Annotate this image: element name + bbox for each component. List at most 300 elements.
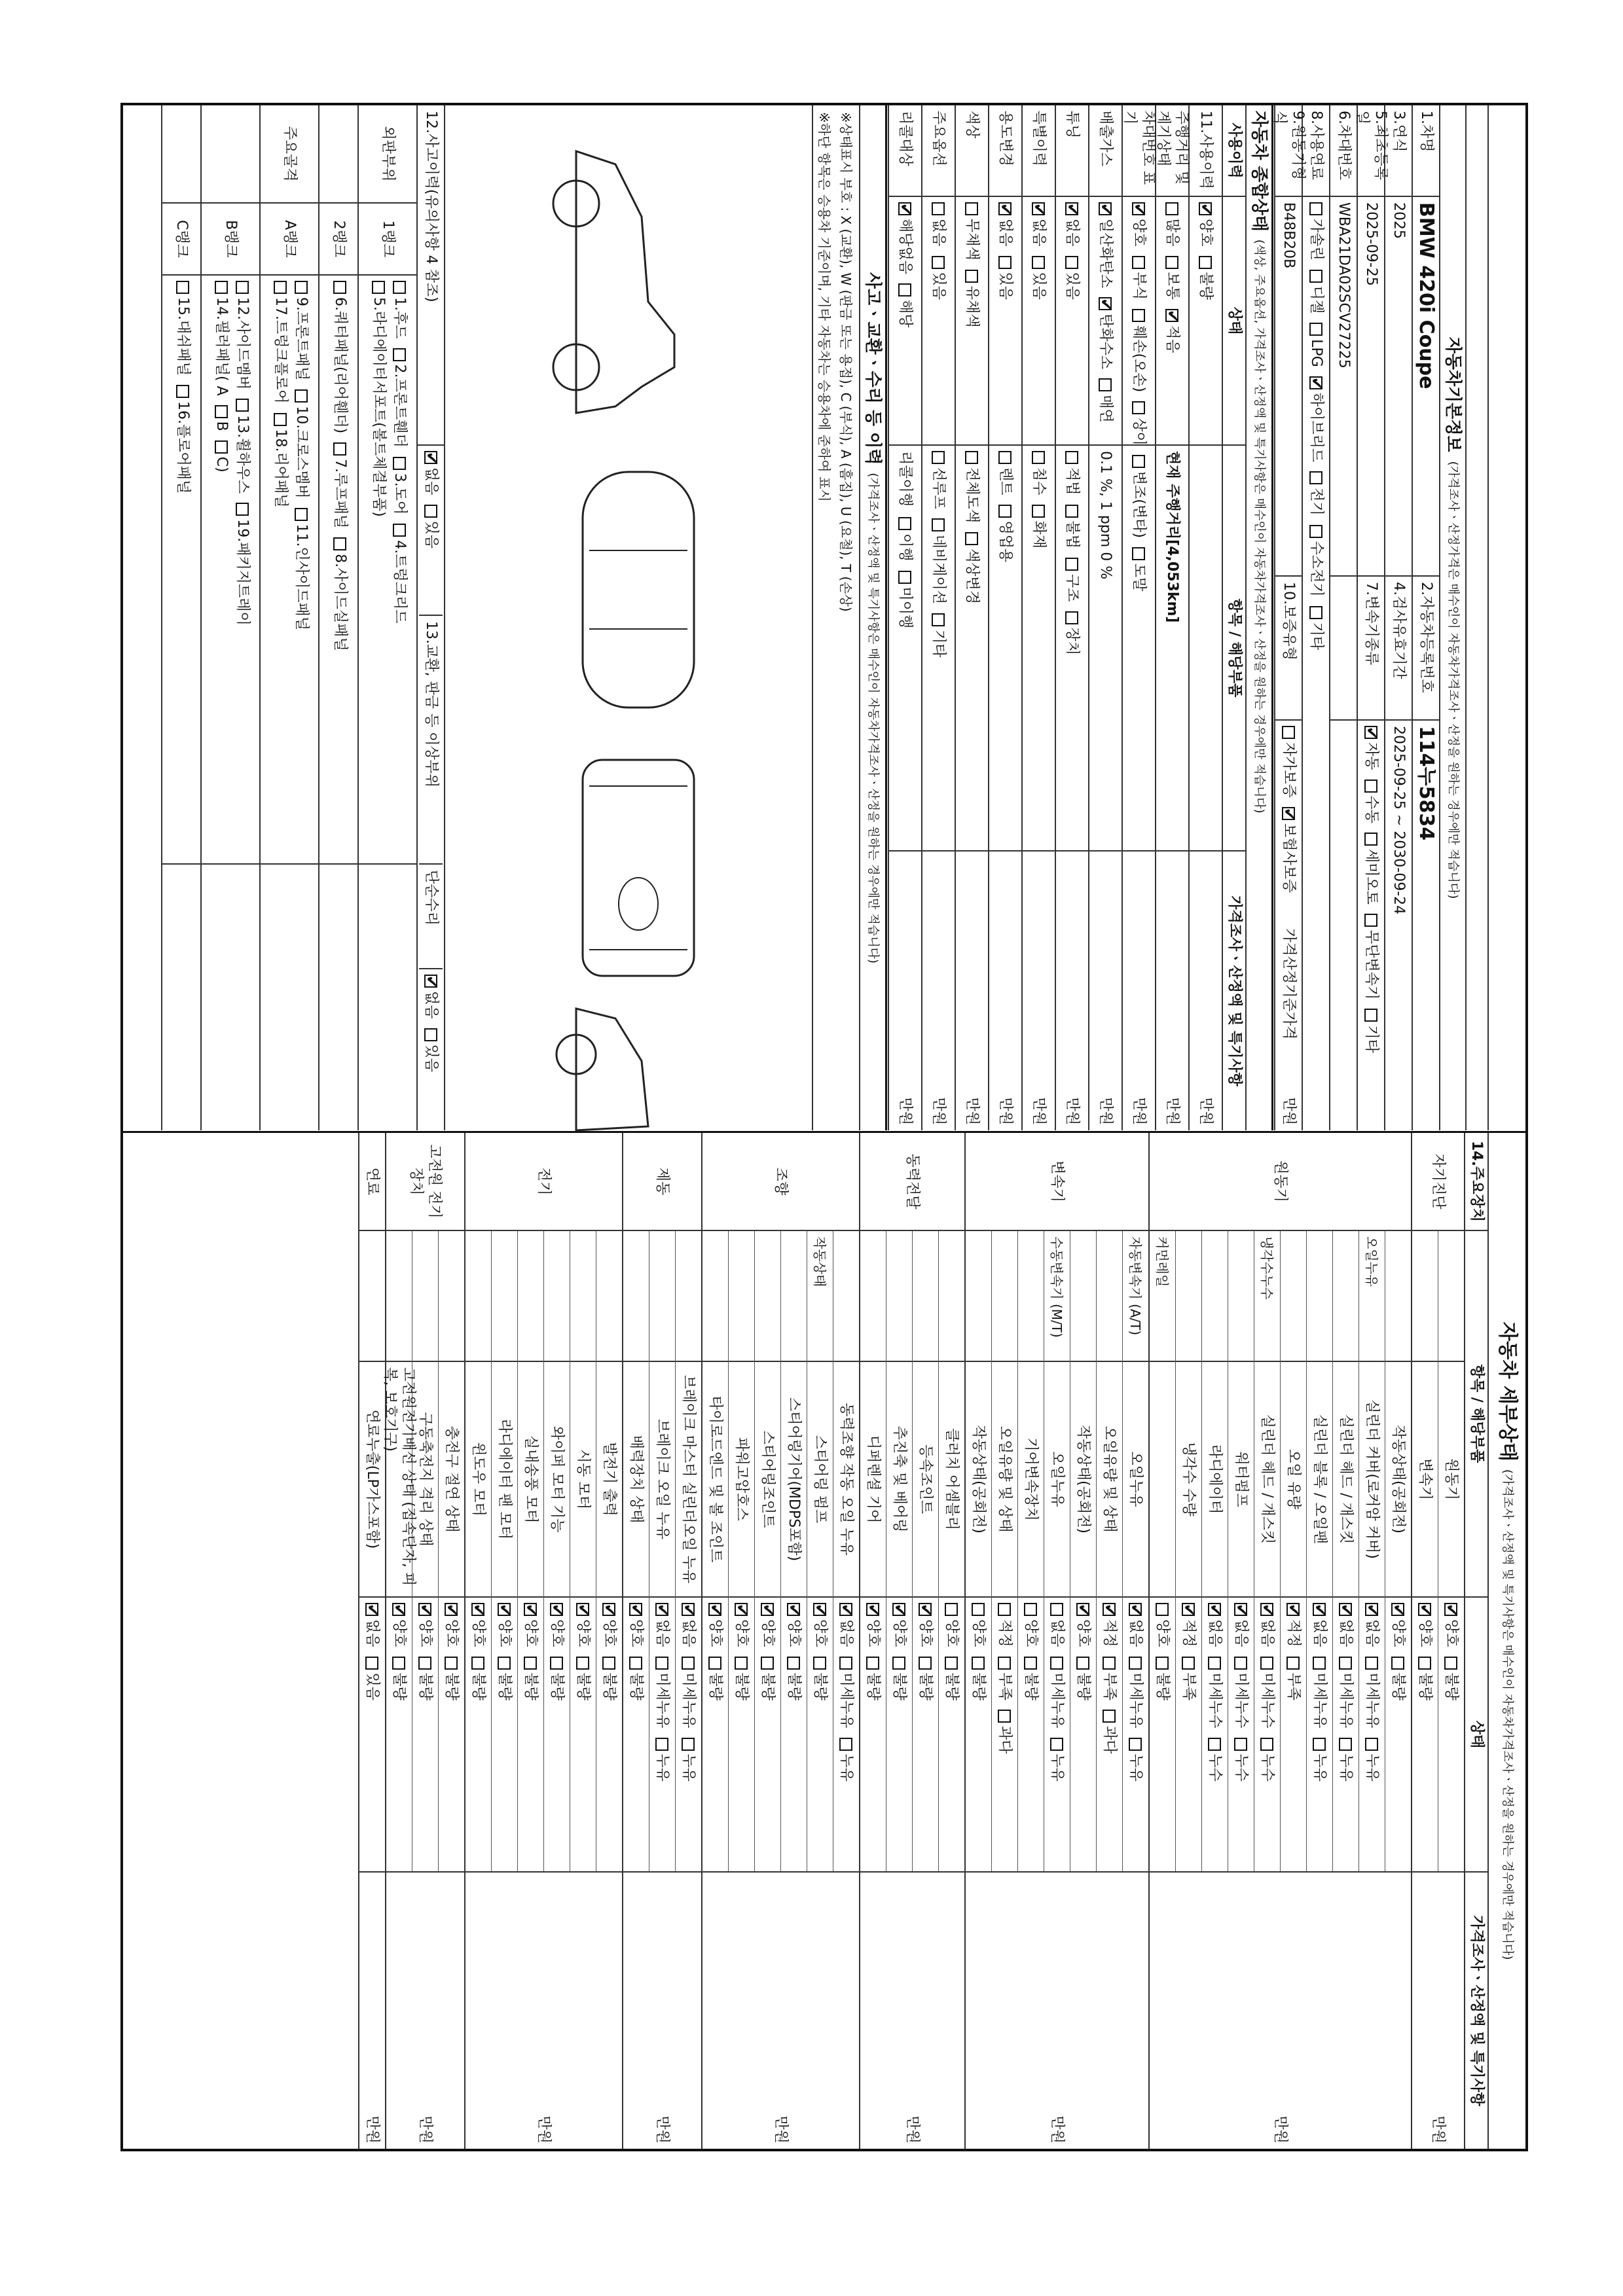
detail-state-option[interactable] — [522, 1657, 540, 1701]
detail-state-option[interactable] — [390, 1603, 409, 1647]
part-option[interactable] — [331, 281, 349, 433]
detail-row-sub — [676, 1231, 701, 1362]
detail-state-option[interactable] — [1127, 1603, 1145, 1647]
checkbox-icon — [295, 508, 308, 521]
transmission-option[interactable] — [1362, 914, 1380, 999]
summary-detail-option[interactable] — [996, 505, 1015, 563]
detail-state-option[interactable] — [627, 1603, 646, 1647]
checkbox-icon — [1392, 1603, 1405, 1616]
basic-label: 1.차명 — [1413, 105, 1439, 197]
detail-row-item: 워터펌프 — [1228, 1362, 1254, 1598]
summary-state-option[interactable] — [1097, 297, 1115, 369]
detail-state-option[interactable] — [837, 1603, 856, 1647]
summary-state-option[interactable] — [930, 202, 948, 247]
detail-state-option[interactable] — [917, 1657, 935, 1701]
option-label: 과다 — [996, 1726, 1013, 1754]
transmission-option[interactable] — [1362, 833, 1380, 905]
checkbox-icon — [1099, 297, 1112, 310]
checkbox-icon — [1199, 202, 1213, 215]
checkbox-icon — [577, 1657, 590, 1670]
summary-state-option[interactable] — [1163, 202, 1182, 247]
detail-state-option[interactable] — [1389, 1603, 1408, 1647]
warranty-option[interactable] — [1279, 807, 1298, 893]
part-option[interactable] — [212, 281, 230, 396]
detail-state-option[interactable] — [363, 1603, 382, 1647]
detail-state-option[interactable] — [1206, 1603, 1224, 1647]
detail-row-sub: 수동변속기 (M/T) — [1044, 1231, 1070, 1362]
detail-state-option[interactable] — [522, 1603, 540, 1647]
summary-state-option[interactable] — [996, 202, 1015, 247]
summary-row-label: 11.사용이력 — [1190, 105, 1222, 197]
detail-state-option[interactable] — [574, 1657, 593, 1701]
option-label: 양호 — [1154, 1619, 1171, 1647]
fuel-option[interactable] — [1307, 323, 1325, 367]
detail-state-option[interactable] — [680, 1738, 698, 1782]
detail-group-name: 제동 — [623, 1133, 701, 1231]
detail-row-sub — [596, 1231, 622, 1362]
summary-detail-option[interactable] — [930, 613, 948, 658]
checkbox-icon — [1340, 1603, 1353, 1616]
checkbox-icon — [966, 532, 979, 545]
detail-state-option[interactable] — [1258, 1603, 1277, 1647]
detail-state-option[interactable] — [653, 1738, 672, 1782]
detail-state-option[interactable] — [996, 1657, 1014, 1701]
detail-state-option[interactable] — [1363, 1738, 1381, 1782]
detail-state-option[interactable] — [1416, 1603, 1434, 1647]
detail-row-state — [570, 1598, 596, 1871]
basic-row — [1271, 105, 1306, 1130]
checkbox-icon — [761, 1657, 775, 1670]
part-option[interactable] — [292, 389, 310, 498]
rank-items — [202, 276, 259, 865]
checkbox-icon — [1261, 1738, 1274, 1751]
fuel-option[interactable] — [1307, 525, 1325, 597]
summary-detail-option[interactable] — [1063, 505, 1082, 549]
detail-state-option[interactable] — [1389, 1657, 1408, 1701]
detail-state-option[interactable] — [1337, 1603, 1355, 1647]
summary-state-option[interactable] — [896, 202, 915, 274]
detail-row-sub — [833, 1231, 859, 1362]
checkbox-icon — [1209, 1738, 1222, 1751]
detail-state-option[interactable] — [1048, 1657, 1067, 1729]
detail-state-option[interactable] — [443, 1603, 461, 1647]
detail-state-option[interactable] — [1442, 1603, 1461, 1647]
detail-row-state — [412, 1598, 438, 1871]
checkbox-icon — [932, 613, 945, 626]
option-label: 없음 — [930, 219, 947, 247]
summary-detail-option[interactable] — [930, 518, 948, 604]
checkbox-icon — [932, 518, 945, 531]
checkbox-icon — [966, 202, 979, 215]
part-option[interactable] — [390, 281, 409, 339]
q13-option[interactable] — [422, 1028, 440, 1073]
option-label: 양호 — [733, 1619, 750, 1647]
checkbox-icon — [1364, 914, 1377, 927]
option-label: 양호 — [1023, 1619, 1040, 1647]
q12-option[interactable] — [422, 505, 440, 549]
summary-detail-option[interactable] — [963, 451, 981, 523]
summary-state-option[interactable] — [1063, 202, 1082, 247]
detail-state-option[interactable] — [390, 1657, 409, 1701]
part-option[interactable] — [331, 537, 349, 651]
part-option[interactable] — [271, 413, 289, 508]
summary-detail-option[interactable] — [1063, 558, 1082, 602]
detail-state-option[interactable] — [627, 1657, 646, 1701]
detail-row-state — [781, 1598, 807, 1871]
checkbox-icon — [1066, 202, 1079, 215]
summary-section — [885, 105, 1271, 1130]
part-option[interactable] — [233, 281, 251, 389]
detail-state-option[interactable] — [1154, 1603, 1172, 1647]
checkbox-icon — [945, 1657, 958, 1670]
detail-row-state — [1123, 1598, 1148, 1871]
fuel-option[interactable] — [1307, 606, 1325, 651]
detail-row — [912, 1231, 938, 1871]
detail-state-option[interactable] — [1180, 1657, 1198, 1701]
summary-state-option[interactable] — [996, 256, 1015, 300]
detail-state-option[interactable] — [943, 1603, 961, 1647]
option-label: 디젤 — [1308, 285, 1324, 314]
detail-state-option[interactable] — [653, 1657, 672, 1729]
part-option[interactable] — [173, 281, 192, 376]
summary-state-option[interactable] — [1030, 256, 1048, 300]
summary-state-option[interactable] — [930, 256, 948, 300]
detail-row-state — [1281, 1598, 1306, 1871]
detail-state-option[interactable] — [1337, 1738, 1355, 1782]
transmission-option[interactable] — [1362, 1009, 1380, 1053]
q12-option[interactable] — [422, 451, 440, 495]
detail-state-option[interactable] — [1416, 1657, 1434, 1701]
checkbox-icon — [603, 1603, 616, 1616]
summary-detail-option[interactable] — [1030, 451, 1048, 495]
rank-price — [261, 865, 318, 1130]
detail-state-option[interactable] — [653, 1603, 672, 1647]
summary-row — [888, 105, 921, 1130]
detail-state-option[interactable] — [680, 1603, 698, 1647]
detail-state-option[interactable] — [785, 1603, 803, 1647]
part-option[interactable] — [331, 442, 349, 528]
fuel-option[interactable] — [1307, 270, 1325, 314]
detail-row — [570, 1231, 596, 1871]
detail-state-option[interactable] — [970, 1657, 988, 1701]
summary-state-option[interactable] — [1130, 401, 1148, 446]
detail-state-option[interactable] — [1048, 1603, 1067, 1647]
summary-state-option[interactable] — [1097, 202, 1115, 288]
detail-state-option[interactable] — [1022, 1603, 1040, 1647]
detail-row-item: 와이퍼 모터 기능 — [544, 1362, 570, 1598]
part-option[interactable] — [369, 281, 388, 517]
detail-row-item: 타이로드엔드 및 볼 조인트 — [702, 1362, 728, 1598]
detail-state-option[interactable] — [1048, 1738, 1067, 1782]
detail-row — [1254, 1231, 1280, 1871]
detail-section-title: 자동차 세부상태 — [1496, 1321, 1519, 1462]
detail-row — [649, 1231, 675, 1871]
detail-row — [1150, 1231, 1175, 1871]
option-label: 일산화탄소 — [1097, 219, 1114, 289]
detail-row-sub — [1202, 1231, 1228, 1362]
q13-option[interactable] — [422, 975, 440, 1019]
detail-state-option[interactable] — [811, 1603, 830, 1647]
checkbox-icon — [682, 1603, 695, 1616]
detail-state-option[interactable] — [1180, 1603, 1198, 1647]
detail-state-option[interactable] — [1285, 1657, 1303, 1701]
checkbox-icon — [899, 283, 912, 296]
checkbox-icon — [1209, 1657, 1222, 1670]
unit-label: 만원 — [997, 1097, 1014, 1125]
checkbox-icon — [274, 413, 287, 426]
detail-state-option[interactable] — [1285, 1603, 1303, 1647]
option-label: 색상변경 — [964, 548, 981, 605]
summary-state-option[interactable] — [1030, 202, 1048, 247]
summary-state-option[interactable] — [1063, 256, 1082, 300]
detail-state-option[interactable] — [1363, 1657, 1381, 1729]
detail-state-option[interactable] — [970, 1603, 988, 1647]
detail-state-option[interactable] — [1442, 1657, 1461, 1701]
checkbox-icon — [393, 348, 406, 361]
part-option[interactable] — [292, 281, 310, 380]
option-label: 부족 — [1285, 1672, 1302, 1701]
option-label: 불량 — [601, 1672, 618, 1701]
rank-label: A랭크 — [261, 204, 318, 276]
summary-state-option[interactable] — [1197, 256, 1215, 300]
checkbox-icon — [998, 1710, 1012, 1723]
transmission-option[interactable] — [1362, 726, 1380, 770]
detail-state-option[interactable] — [416, 1657, 435, 1701]
part-option[interactable] — [292, 508, 310, 631]
fuel-option[interactable] — [1307, 202, 1325, 260]
accident-legend-2: ※하단 항목은 승용차 기준이며, 기타 자동차는 승용차에 준하여 표시 — [812, 105, 835, 1130]
checkbox-icon — [919, 1657, 932, 1670]
detail-row-state — [966, 1598, 991, 1871]
checkbox-icon — [1309, 202, 1322, 215]
option-label: 훼손(오손) — [1131, 325, 1148, 393]
detail-state-option[interactable] — [1127, 1657, 1145, 1729]
option-label: 양호 — [786, 1619, 803, 1647]
checkbox-icon — [1261, 1657, 1274, 1670]
detail-group-name: 조향 — [702, 1133, 859, 1231]
summary-state-option[interactable] — [1097, 378, 1115, 423]
fuel-option[interactable] — [1307, 471, 1325, 516]
summary-detail-option[interactable] — [930, 451, 948, 509]
basic-value: BMW 420i Coupe — [1413, 197, 1439, 577]
detail-state-option[interactable] — [733, 1603, 751, 1647]
part-label: 6.쿼터패널(리어휀더) — [332, 297, 348, 434]
part-option[interactable] — [271, 281, 289, 404]
option-label: 해당 — [897, 300, 914, 328]
detail-state-option[interactable] — [496, 1657, 514, 1701]
rank-price — [202, 865, 259, 1130]
basic-label: 9.원동기형식 — [1275, 105, 1302, 197]
checkbox-icon — [236, 503, 249, 516]
warranty-option[interactable] — [1279, 726, 1298, 798]
detail-state-option[interactable] — [548, 1657, 566, 1701]
detail-state-option[interactable] — [1101, 1603, 1119, 1647]
summary-state-option[interactable] — [963, 270, 981, 328]
part-option[interactable] — [390, 524, 409, 623]
detail-state-option[interactable] — [1232, 1738, 1250, 1782]
detail-state-option[interactable] — [837, 1738, 856, 1782]
detail-row-state — [913, 1598, 938, 1871]
detail-state-option[interactable] — [363, 1657, 382, 1701]
checkbox-icon — [945, 1603, 958, 1616]
part-option[interactable] — [390, 457, 409, 515]
detail-state-option[interactable] — [1311, 1603, 1329, 1647]
detail-state-option[interactable] — [1206, 1738, 1224, 1782]
fuel-option[interactable] — [1307, 376, 1325, 462]
detail-state-option[interactable] — [1258, 1738, 1277, 1782]
summary-detail-option[interactable] — [1063, 611, 1082, 656]
summary-row — [1122, 105, 1155, 1130]
detail-state-option[interactable] — [917, 1603, 935, 1647]
detail-state-option[interactable] — [996, 1603, 1014, 1647]
detail-state-option[interactable] — [785, 1657, 803, 1701]
detail-state-option[interactable] — [759, 1603, 777, 1647]
detail-state-option[interactable] — [1232, 1603, 1250, 1647]
detail-state-option[interactable] — [1311, 1657, 1329, 1729]
detail-state-option[interactable] — [1232, 1657, 1250, 1729]
option-label: 불량 — [496, 1672, 513, 1701]
summary-row-state — [1056, 197, 1088, 446]
summary-state-option[interactable] — [1130, 202, 1148, 247]
option-label: 유채색 — [964, 285, 981, 328]
detail-state-option[interactable] — [864, 1603, 883, 1647]
summary-detail-option[interactable] — [896, 517, 915, 562]
detail-state-option[interactable] — [1074, 1657, 1093, 1701]
checkbox-icon — [1066, 505, 1079, 518]
option-label: 양호 — [496, 1619, 513, 1647]
part-option[interactable] — [173, 385, 192, 493]
checkbox-icon — [1066, 451, 1079, 464]
detail-state-option[interactable] — [600, 1657, 619, 1701]
detail-state-option[interactable] — [1363, 1603, 1381, 1647]
basic-row — [1302, 105, 1329, 1130]
checkbox-icon — [840, 1657, 853, 1670]
detail-state-option[interactable] — [1101, 1710, 1119, 1754]
detail-state-option[interactable] — [1311, 1738, 1329, 1782]
checkbox-icon — [867, 1603, 880, 1616]
checkbox-icon — [1077, 1603, 1090, 1616]
checkbox-icon — [1309, 606, 1322, 619]
checkbox-icon — [1445, 1657, 1458, 1670]
summary-state-option[interactable] — [1197, 202, 1215, 247]
detail-row-state — [833, 1598, 859, 1871]
detail-state-option[interactable] — [890, 1657, 909, 1701]
checkbox-icon — [1051, 1738, 1064, 1751]
detail-row — [728, 1231, 754, 1871]
detail-row-item: 시동 모터 — [570, 1362, 596, 1598]
detail-state-option[interactable] — [1101, 1657, 1119, 1701]
detail-state-option[interactable] — [1337, 1657, 1355, 1729]
detail-row-item: 고전원전기배선 상태 (접속단자, 피복, 보호기구) — [386, 1362, 412, 1598]
checkbox-icon — [1133, 547, 1146, 560]
detail-row-item: 실린더 헤드 / 개스킷 — [1333, 1362, 1359, 1598]
detail-state-option[interactable] — [1074, 1603, 1093, 1647]
detail-state-option[interactable] — [496, 1603, 514, 1647]
detail-state-option[interactable] — [416, 1603, 435, 1647]
detail-state-option[interactable] — [811, 1657, 830, 1701]
detail-state-option[interactable] — [680, 1657, 698, 1729]
detail-state-option[interactable] — [733, 1657, 751, 1701]
option-label: 없음 — [1030, 219, 1048, 247]
option-label: 양호 — [1131, 219, 1148, 247]
option-label: 없음 — [1259, 1619, 1276, 1647]
car-side-right-outline — [576, 1009, 648, 1130]
part-option[interactable] — [233, 399, 251, 493]
checkbox-icon — [1364, 1009, 1377, 1022]
basic-label: 8.사용연료 — [1303, 105, 1329, 197]
basic-label: 6.차대번호 — [1330, 105, 1357, 197]
summary-row-detail — [1190, 446, 1222, 852]
checkbox-icon — [366, 1657, 379, 1670]
part-option[interactable] — [212, 405, 230, 431]
summary-detail-option[interactable] — [1063, 451, 1082, 495]
checkbox-icon — [366, 1603, 379, 1616]
detail-row-item: 냉각수 수량 — [1176, 1362, 1201, 1598]
detail-state-option[interactable] — [864, 1657, 883, 1701]
checkbox-icon — [1025, 1603, 1038, 1616]
detail-row-sub — [992, 1231, 1017, 1362]
summary-detail-option[interactable] — [896, 571, 915, 629]
detail-row-state — [544, 1598, 570, 1871]
detail-state-option[interactable] — [548, 1603, 566, 1647]
option-label: 불량 — [549, 1672, 566, 1701]
detail-state-option[interactable] — [1022, 1657, 1040, 1701]
detail-state-option[interactable] — [759, 1657, 777, 1701]
detail-state-option[interactable] — [1127, 1738, 1145, 1782]
option-label: 적정 — [996, 1619, 1013, 1647]
summary-state-option[interactable] — [963, 202, 981, 260]
part-option[interactable] — [233, 503, 251, 626]
summary-state-option[interactable] — [1130, 256, 1148, 300]
option-label: 미세누수 — [1207, 1672, 1224, 1729]
summary-detail-option[interactable] — [1030, 505, 1048, 549]
detail-state-option[interactable] — [706, 1603, 725, 1647]
summary-state-option[interactable] — [1163, 256, 1182, 300]
rank-price — [359, 865, 416, 1130]
transmission-option[interactable] — [1362, 780, 1380, 824]
detail-state-option[interactable] — [574, 1603, 593, 1647]
detail-state-option[interactable] — [706, 1657, 725, 1701]
basic-row — [1354, 105, 1389, 1130]
option-label: 많음 — [1164, 219, 1181, 247]
option-label: 적법 — [1064, 467, 1081, 495]
detail-row — [359, 1231, 385, 1871]
detail-state-option[interactable] — [443, 1657, 461, 1701]
summary-state-option[interactable] — [1163, 309, 1182, 353]
detail-state-option[interactable] — [1154, 1657, 1172, 1701]
summary-state-option[interactable] — [1130, 309, 1148, 392]
detail-state-option[interactable] — [1258, 1657, 1277, 1729]
detail-state-option[interactable] — [469, 1603, 488, 1647]
summary-state-option[interactable] — [896, 283, 915, 328]
rank-group — [162, 105, 200, 204]
detail-text: 0.1 %, 1 ppm 0 % — [1097, 451, 1114, 580]
detail-state-option[interactable] — [996, 1710, 1014, 1754]
summary-detail-option[interactable] — [996, 451, 1015, 495]
summary-detail-option[interactable] — [963, 532, 981, 604]
part-option[interactable] — [390, 348, 409, 448]
detail-state-option[interactable] — [943, 1657, 961, 1701]
part-option[interactable] — [212, 440, 230, 473]
detail-state-option[interactable] — [1206, 1657, 1224, 1729]
checkbox-icon — [393, 457, 406, 470]
detail-state-option[interactable] — [837, 1657, 856, 1729]
detail-state-option[interactable] — [890, 1603, 909, 1647]
detail-state-option[interactable] — [600, 1603, 619, 1647]
detail-state-option[interactable] — [469, 1657, 488, 1701]
detail-row — [438, 1231, 464, 1871]
detail-row-item — [1150, 1362, 1175, 1598]
